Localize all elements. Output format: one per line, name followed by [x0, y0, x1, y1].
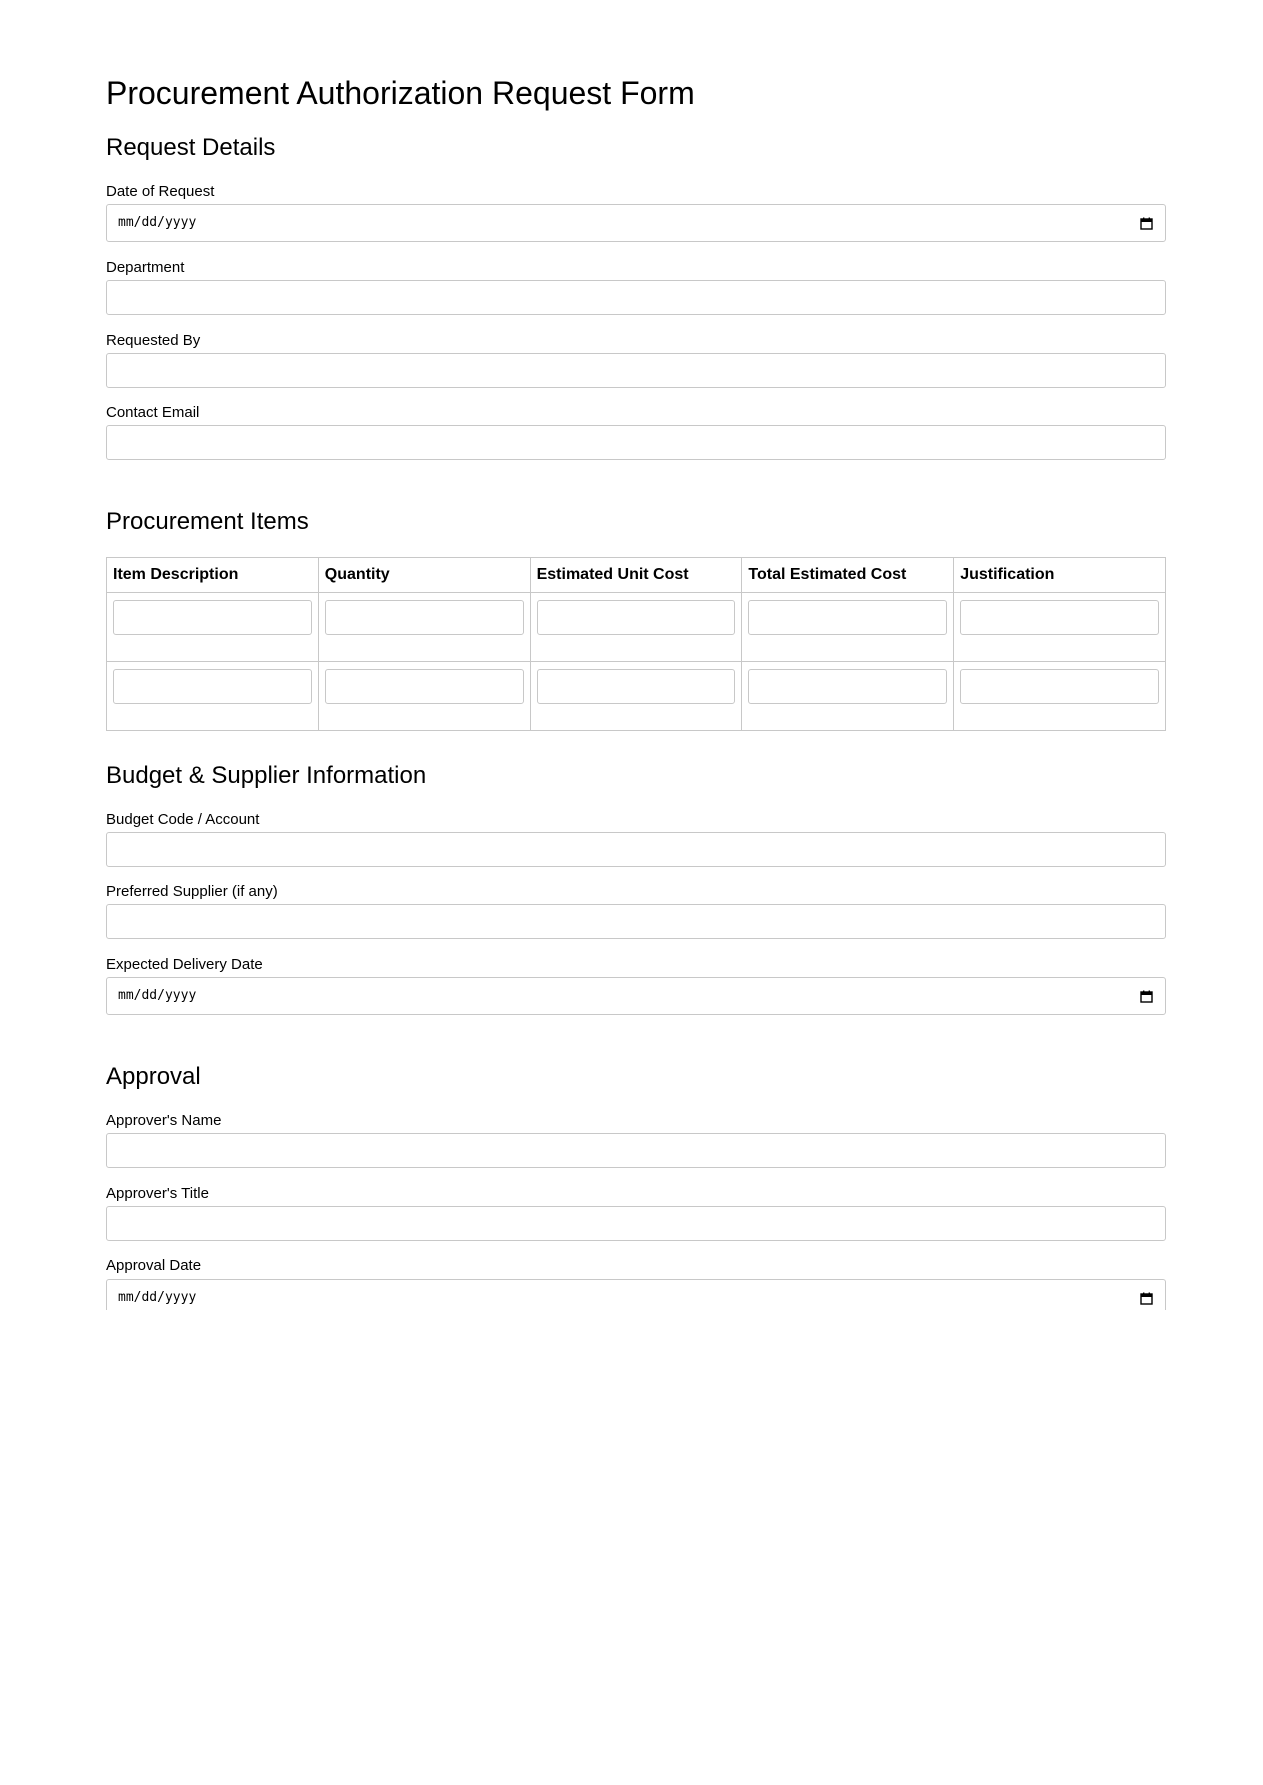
item-description-input[interactable]: [113, 600, 312, 635]
calendar-icon[interactable]: [1140, 1292, 1153, 1305]
item-description-input[interactable]: [113, 669, 312, 704]
budget-supplier-heading: Budget & Supplier Information: [106, 762, 427, 789]
table-cell: [107, 662, 319, 731]
column-header-quantity: Quantity: [318, 558, 530, 593]
procurement-items-table: [106, 557, 1166, 731]
table-cell: [318, 593, 530, 662]
approver-name-input[interactable]: [106, 1133, 1166, 1168]
table-row: [107, 593, 1166, 662]
column-header-justification: Justification: [954, 558, 1166, 593]
total-estimated-cost-input[interactable]: [748, 669, 947, 704]
table-cell: [530, 593, 742, 662]
calendar-icon[interactable]: [1140, 990, 1153, 1003]
requested-by-input[interactable]: [106, 353, 1166, 388]
quantity-input[interactable]: [325, 600, 524, 635]
budget-code-input[interactable]: [106, 832, 1166, 867]
contact-email-input[interactable]: [106, 425, 1166, 460]
total-estimated-cost-input[interactable]: [748, 600, 947, 635]
column-header-estimated-unit-cost: Estimated Unit Cost: [530, 558, 742, 593]
approver-title-input[interactable]: [106, 1206, 1166, 1241]
table-cell: [742, 662, 954, 731]
table-row: [107, 662, 1166, 731]
form-title: Procurement Authorization Request Form: [106, 75, 695, 111]
quantity-input[interactable]: [325, 669, 524, 704]
budget-code-label: Budget Code / Account: [106, 811, 260, 828]
table-cell: [107, 593, 319, 662]
contact-email-label: Contact Email: [106, 404, 200, 421]
estimated-unit-cost-input[interactable]: [537, 669, 736, 704]
date-of-request-label: Date of Request: [106, 183, 215, 200]
expected-delivery-date-placeholder: mm/dd/yyyy: [118, 988, 197, 1003]
expected-delivery-date-input[interactable]: [106, 977, 1166, 1015]
department-label: Department: [106, 259, 185, 276]
approval-heading: Approval: [106, 1063, 201, 1090]
preferred-supplier-input[interactable]: [106, 904, 1166, 939]
table-header-row: [107, 558, 1166, 593]
request-details-heading: Request Details: [106, 134, 276, 161]
department-input[interactable]: [106, 280, 1166, 315]
expected-delivery-date-label: Expected Delivery Date: [106, 956, 263, 973]
justification-input[interactable]: [960, 600, 1159, 635]
column-header-item-description: Item Description: [107, 558, 319, 593]
approval-date-label: Approval Date: [106, 1257, 202, 1274]
table-cell: [954, 662, 1166, 731]
justification-input[interactable]: [960, 669, 1159, 704]
approver-name-label: Approver's Name: [106, 1112, 222, 1129]
calendar-icon[interactable]: [1140, 217, 1153, 230]
approval-date-input[interactable]: [106, 1279, 1166, 1310]
requested-by-label: Requested By: [106, 332, 201, 349]
column-header-total-estimated-cost: Total Estimated Cost: [742, 558, 954, 593]
preferred-supplier-label: Preferred Supplier (if any): [106, 883, 278, 900]
table-cell: [530, 662, 742, 731]
procurement-items-heading: Procurement Items: [106, 508, 309, 535]
date-of-request-placeholder: mm/dd/yyyy: [118, 215, 197, 230]
estimated-unit-cost-input[interactable]: [537, 600, 736, 635]
date-of-request-input[interactable]: [106, 204, 1166, 242]
table-cell: [742, 593, 954, 662]
table-cell: [954, 593, 1166, 662]
table-cell: [318, 662, 530, 731]
approver-title-label: Approver's Title: [106, 1185, 209, 1202]
approval-date-placeholder: mm/dd/yyyy: [118, 1290, 197, 1305]
